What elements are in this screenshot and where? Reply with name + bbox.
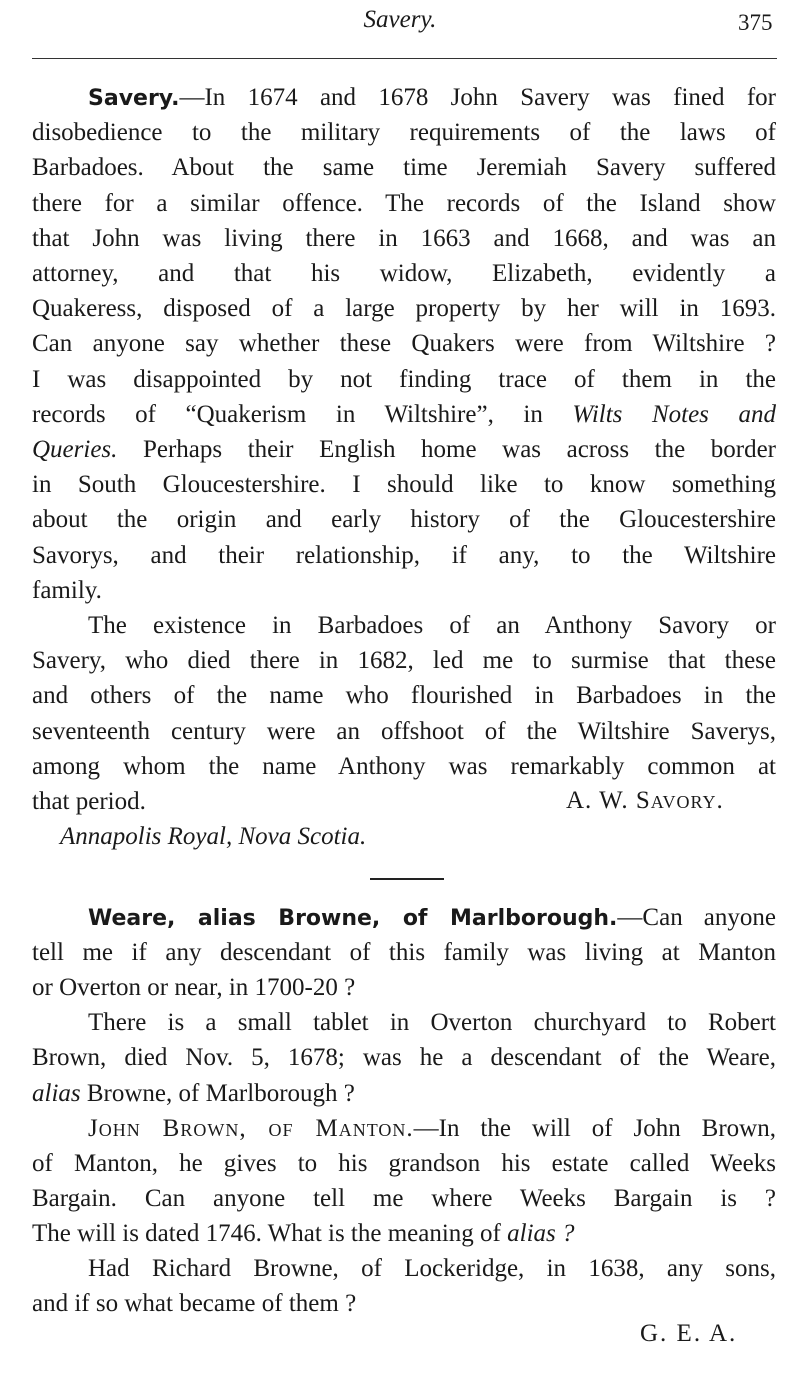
running-head-title: Savery.: [363, 6, 437, 33]
text-run: that period.: [32, 788, 146, 815]
text-run: in South Gloucestershire. I should like to know something: [32, 471, 776, 499]
italic-text: Queries.: [32, 436, 118, 463]
text-line: [32, 399, 776, 431]
text-line: [32, 117, 776, 149]
signature-a-w-savory: A. W. Savory.: [566, 787, 724, 814]
text-run: Brown, died Nov. 5, 1678; was he a descendant of the Weare,: [32, 1044, 776, 1072]
text-run: Had Richard Browne, of Lockeridge, in 1638, any sons,: [88, 1255, 776, 1282]
text-run: or Overton or near, in 1700-20 ?: [32, 974, 356, 1002]
text-run: Browne, of Marlborough ?: [80, 1079, 355, 1107]
text-run: Barbadoes. About the same time Jeremiah Savery suffered: [32, 154, 776, 182]
text-line: [32, 716, 776, 748]
text-line: [88, 1007, 776, 1039]
text-line: [88, 1113, 776, 1145]
text-line: [32, 504, 776, 536]
italic-text: alias: [32, 1079, 81, 1107]
text-run: —In 1674 and 1678 John Savery was fined for: [179, 84, 776, 111]
text-run: The will is dated 1746. What is the meaning of: [32, 1219, 508, 1247]
text-line: [32, 645, 776, 677]
text-run: Quakeress, disposed of a large property by her will in 1693.: [32, 295, 776, 323]
text-line: [32, 1218, 776, 1250]
text-run: disobedience to the military requirements of the laws of: [32, 119, 776, 147]
italic-text: Wilts Notes and: [572, 400, 776, 428]
text-line: [32, 680, 776, 712]
text-line: [32, 1148, 776, 1180]
text-line: [32, 540, 776, 572]
text-run: attorney, and that his widow, Elizabeth, evidently a: [32, 260, 776, 287]
text-line: [32, 972, 776, 1004]
text-run: and others of the name who flourished in Barbadoes in the: [32, 682, 776, 710]
bold-heading: Weare, alias Browne, of Marlborough.: [88, 906, 618, 931]
text-line: [32, 937, 776, 969]
text-run: Bargain. Can anyone tell me where Weeks Bargain is ?: [32, 1184, 776, 1212]
text-run: tell me if any descendant of this family was living at Manton: [32, 939, 776, 967]
bold-heading: Savery.: [88, 86, 180, 111]
text-line: [88, 610, 776, 642]
italic-text: alias ?: [507, 1219, 575, 1247]
text-run: seventeenth century were an offshoot of the Wiltshire Saverys,: [32, 717, 776, 745]
text-run: There is a small tablet in Overton churchyard to Robert: [88, 1009, 776, 1037]
text-line: [32, 1183, 776, 1215]
text-run: among whom the name Anthony was remarkably common at: [32, 752, 776, 780]
text-run: Can anyone say whether these Quakers were from Wiltshire ?: [32, 330, 776, 358]
text-run: Perhaps their English home was across the border: [117, 436, 776, 463]
section-divider: [370, 878, 444, 880]
text-line: [88, 902, 776, 935]
signature-g-e-a: G. E. A.: [640, 1320, 738, 1347]
text-line: [32, 434, 776, 466]
text-run: that John was living there in 1663 and 1668, and was an: [32, 224, 776, 252]
text-run: The existence in Barbadoes of an Anthony Savory or: [88, 612, 776, 639]
text-run: records of “Quakerism in Wiltshire”, in: [32, 400, 573, 428]
text-line: [32, 751, 776, 783]
text-run: about the origin and early history of the Gloucestershire: [32, 506, 776, 534]
text-run: —Can anyone: [617, 904, 777, 931]
text-line: [32, 469, 776, 501]
text-line: [32, 575, 776, 607]
text-run: family.: [32, 576, 102, 604]
text-run: Savorys, and their relationship, if any, to the Wiltshire: [32, 541, 776, 569]
text-run: there for a similar offence. The records of the Island show: [32, 189, 776, 217]
page-number: 375: [738, 10, 773, 35]
text-line: [32, 258, 776, 290]
text-run: Savery, who died there in 1682, led me to surmise that these: [32, 647, 776, 675]
text-line: [32, 223, 776, 255]
text-run: —In the will of John Brown,: [413, 1114, 776, 1142]
text-line: [32, 152, 776, 184]
text-line: [32, 1042, 776, 1074]
text-line: [32, 1078, 776, 1110]
small-caps-heading: John Brown, of Manton.: [88, 1114, 414, 1142]
text-run: and if so what became of them ?: [32, 1290, 357, 1318]
italic-text: Annapolis Royal, Nova Scotia.: [60, 823, 367, 851]
text-line: [88, 1253, 776, 1285]
text-line: [60, 821, 776, 853]
text-line: [32, 328, 776, 360]
text-line: [32, 293, 776, 325]
text-run: I was disappointed by not finding trace of them in the: [32, 365, 776, 393]
text-run: of Manton, he gives to his grandson his estate called Weeks: [32, 1149, 776, 1177]
text-line: [32, 1288, 776, 1320]
text-line: [32, 188, 776, 220]
header-rule: [32, 58, 777, 59]
text-line: [88, 82, 776, 115]
text-line: [32, 364, 776, 396]
